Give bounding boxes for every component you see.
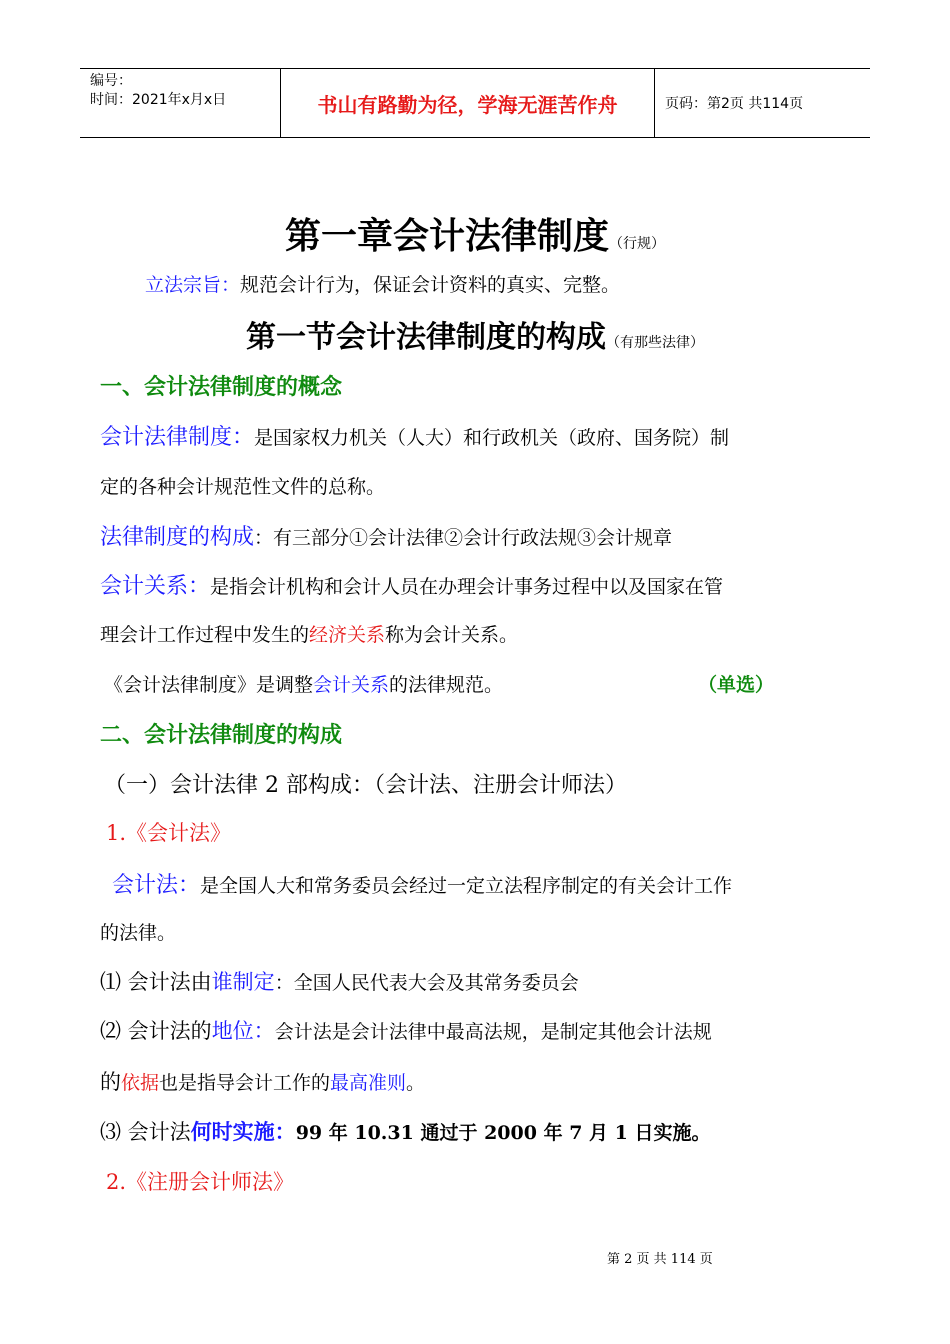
- header-left-cell: [80, 69, 281, 137]
- stmt-a: 《会计法律制度》是调整: [104, 674, 314, 696]
- definition-accounting-law-system: [100, 420, 729, 451]
- point-status: [100, 1015, 712, 1045]
- p1-a: ⑴ 会计法由: [100, 970, 212, 994]
- p2-h: 。: [406, 1072, 426, 1094]
- def3-line1: 是指会计机构和会计人员在办理会计事务过程中以及国家在管: [210, 576, 724, 598]
- chapter-title-text: 第一章会计法律制度: [284, 215, 609, 257]
- header-page-info: 页码：第2页 共114页: [665, 96, 804, 112]
- p3-b: 何时实施：: [190, 1119, 296, 1144]
- legislative-purpose: [145, 270, 620, 297]
- section-note: （有那些法律）: [606, 335, 704, 351]
- section-title: [0, 312, 950, 356]
- def2-term: 法律制度的构成: [100, 525, 255, 550]
- point-who-enacts: [100, 966, 579, 996]
- point-status-line2: [100, 1066, 425, 1096]
- stmt-c: 的法律规范。: [389, 674, 504, 696]
- heading-concept: 一、会计法律制度的概念: [100, 374, 343, 400]
- section-title-text: 第一节会计法律制度的构成: [246, 320, 606, 355]
- footer-page-number: 第 2 页 共 114 页: [607, 1252, 713, 1267]
- item-accounting-law: 1.《会计法》: [106, 821, 232, 845]
- subheading-accounting-laws: （一）会计法律 2 部构成：（会计法、注册会计师法）: [104, 773, 627, 798]
- def1-line2: 定的各种会计规范性文件的总称。: [100, 476, 386, 498]
- header-motto: 书山有路勤为径，学海无涯苦作舟: [281, 69, 655, 137]
- time-label: 时间：2021年x月x日: [90, 92, 227, 108]
- p3-a: ⑶ 会计法: [100, 1120, 191, 1144]
- chapter-note: （行规）: [609, 236, 665, 252]
- def1-line1: 是国家权力机关（人大）和行政机关（政府、国务院）制: [254, 427, 730, 449]
- law-term: 会计法：: [112, 873, 201, 898]
- purpose-label: 立法宗旨：: [145, 274, 241, 296]
- single-choice-tag: （单选）: [698, 674, 775, 696]
- p2-c: 会计法是会计法律中最高法规，是制定其他会计法规: [274, 1021, 712, 1043]
- purpose-text: 规范会计行为，保证会计资料的真实、完整。: [240, 274, 621, 296]
- law-line1: 是全国人大和常务委员会经过一定立法程序制定的有关会计工作: [200, 875, 733, 897]
- p2-f: 也是指导会计工作的: [159, 1072, 331, 1094]
- heading-composition: 二、会计法律制度的构成: [100, 722, 343, 748]
- definition-accounting-relation: [100, 569, 723, 600]
- p3-c: 99 年 10.31 通过于 2000 年 7 月 1 日实施。: [295, 1122, 711, 1144]
- p1-b: 谁制定: [211, 970, 275, 994]
- def3-line2c: 称为会计关系。: [385, 624, 519, 646]
- definition-composition: [100, 520, 672, 551]
- item-cpa-law: 2.《注册会计师法》: [106, 1170, 295, 1194]
- economic-relation: 经济关系: [309, 624, 386, 646]
- def3-line2: [100, 620, 518, 647]
- stmt-b: 会计关系: [313, 674, 390, 696]
- number-label: 编号：: [90, 73, 132, 89]
- def3-line2a: 理会计工作过程中发生的: [100, 624, 310, 646]
- p2-g: 最高准则: [330, 1072, 407, 1094]
- chapter-title: [0, 208, 950, 259]
- p2-b: 地位：: [211, 1019, 275, 1043]
- p2-e: 依据: [121, 1072, 160, 1094]
- header-table: [80, 68, 870, 138]
- p1-c: ：全国人民代表大会及其常务委员会: [274, 972, 579, 994]
- law-line2: 的法律。: [100, 922, 177, 944]
- def1-term: 会计法律制度：: [100, 425, 255, 450]
- p2-a: ⑵ 会计法的: [100, 1019, 212, 1043]
- p2-d: 的: [100, 1070, 121, 1094]
- statement-regulation: [104, 670, 503, 697]
- point-effective-date: [100, 1116, 710, 1146]
- def2-text: ：有三部分①会计法律②会计行政法规③会计规章: [254, 527, 673, 549]
- def3-term: 会计关系：: [100, 574, 211, 599]
- definition-accounting-law: [112, 868, 732, 899]
